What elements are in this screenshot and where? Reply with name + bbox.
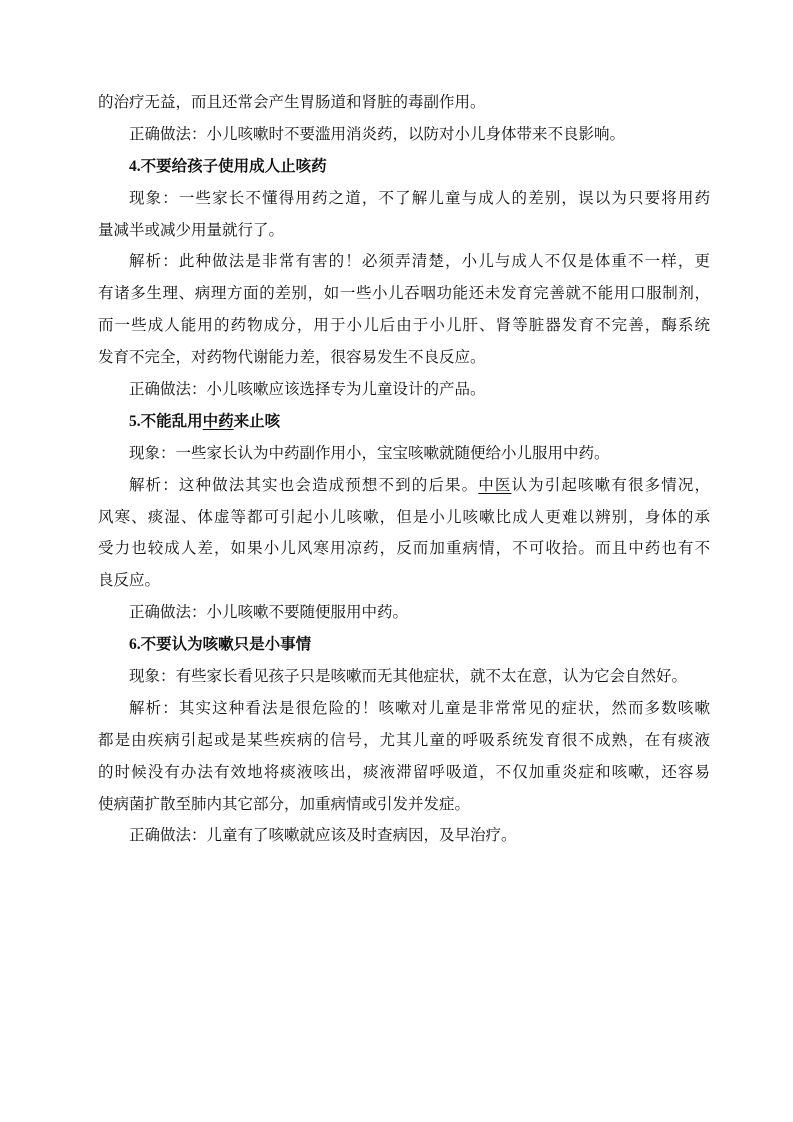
underlined-term: 中医	[478, 476, 512, 494]
text-line: 6.不要认为咳嗽只是小事情	[129, 636, 312, 654]
section-heading	[98, 151, 710, 183]
text-line: 受力也较成人差，如果小儿风寒用凉药，反而加重病情，不可收拾。而且中药也有不	[98, 540, 710, 558]
text-line: 的时候没有办法有效地将痰液咳出，痰液滞留呼吸道，不仅加重炎症和咳嗽，还容易	[98, 763, 710, 781]
text-line: 解析：其实这种看法是很危险的！咳嗽对儿童是非常常见的症状，然而多数咳嗽	[129, 699, 710, 717]
paragraph	[98, 119, 710, 151]
text-line: 量减半或减少用量就行了。	[98, 221, 285, 239]
paragraph	[98, 438, 710, 470]
text-line: 发育不完全，对药物代谢能力差，很容易发生不良反应。	[98, 349, 486, 367]
section-heading	[98, 406, 710, 438]
text-line: 现象：一些家长不懂得用药之道，不了解儿童与成人的差别，误以为只要将用药	[129, 189, 710, 207]
paragraph	[98, 183, 710, 247]
paragraph	[98, 820, 710, 852]
text-line: 良反应。	[98, 572, 161, 590]
text-line: 的治疗无益，而且还常会产生胃肠道和肾脏的毒副作用。	[98, 94, 486, 111]
paragraph	[98, 693, 710, 821]
paragraph	[98, 246, 710, 374]
text-line: 4.不要给孩子使用成人止咳药	[129, 157, 327, 175]
text-line: 正确做法：儿童有了咳嗽就应该及时查病因，及早治疗。	[129, 827, 517, 845]
text-line	[98, 470, 710, 502]
paragraph	[98, 597, 710, 629]
text-segment: 5.不能乱用	[129, 412, 203, 430]
paragraph	[98, 87, 710, 119]
text-line: 都是由疾病引起或是某些疾病的信号，尤其儿童的呼吸系统发育很不成熟，在有痰液	[98, 731, 710, 749]
paragraph	[98, 470, 710, 598]
text-line: 正确做法：小儿咳嗽应该选择专为儿童设计的产品。	[129, 381, 486, 399]
underlined-term: 中药	[202, 412, 234, 430]
text-segment: 来止咳	[233, 412, 281, 430]
text-line: 使病菌扩散至肺内其它部分，加重病情或引发并发症。	[98, 795, 471, 813]
text-segment: 认为引起咳嗽有很多情况，	[511, 476, 710, 494]
section-heading	[98, 629, 710, 661]
text-line: 有诸多生理、病理方面的差别，如一些小儿吞咽功能还未发育完善就不能用口服制剂，	[98, 285, 710, 303]
text-line	[98, 406, 710, 438]
text-line: 正确做法：小儿咳嗽时不要滥用消炎药，以防对小儿身体带来不良影响。	[129, 125, 626, 143]
text-line: 解析：此种做法是非常有害的！必须弄清楚，小儿与成人不仅是体重不一样，更	[129, 253, 710, 271]
paragraph	[98, 661, 710, 693]
text-line: 现象：有些家长看见孩子只是咳嗽而无其他症状，就不太在意，认为它会自然好。	[129, 668, 688, 686]
text-line: 风寒、痰湿、体虚等都可引起小儿咳嗽，但是小儿咳嗽比成人更难以辨别，身体的承	[98, 508, 710, 526]
paragraph	[98, 374, 710, 406]
text-segment: 解析：这种做法其实也会造成预想不到的后果。	[129, 476, 479, 494]
document-body	[98, 87, 710, 852]
text-line: 正确做法：小儿咳嗽不要随便服用中药。	[129, 604, 409, 622]
text-line: 而一些成人能用的药物成分，用于小儿后由于小儿肝、肾等脏器发育不完善，酶系统	[98, 317, 710, 335]
text-line: 现象：一些家长认为中药副作用小，宝宝咳嗽就随便给小儿服用中药。	[129, 444, 610, 462]
